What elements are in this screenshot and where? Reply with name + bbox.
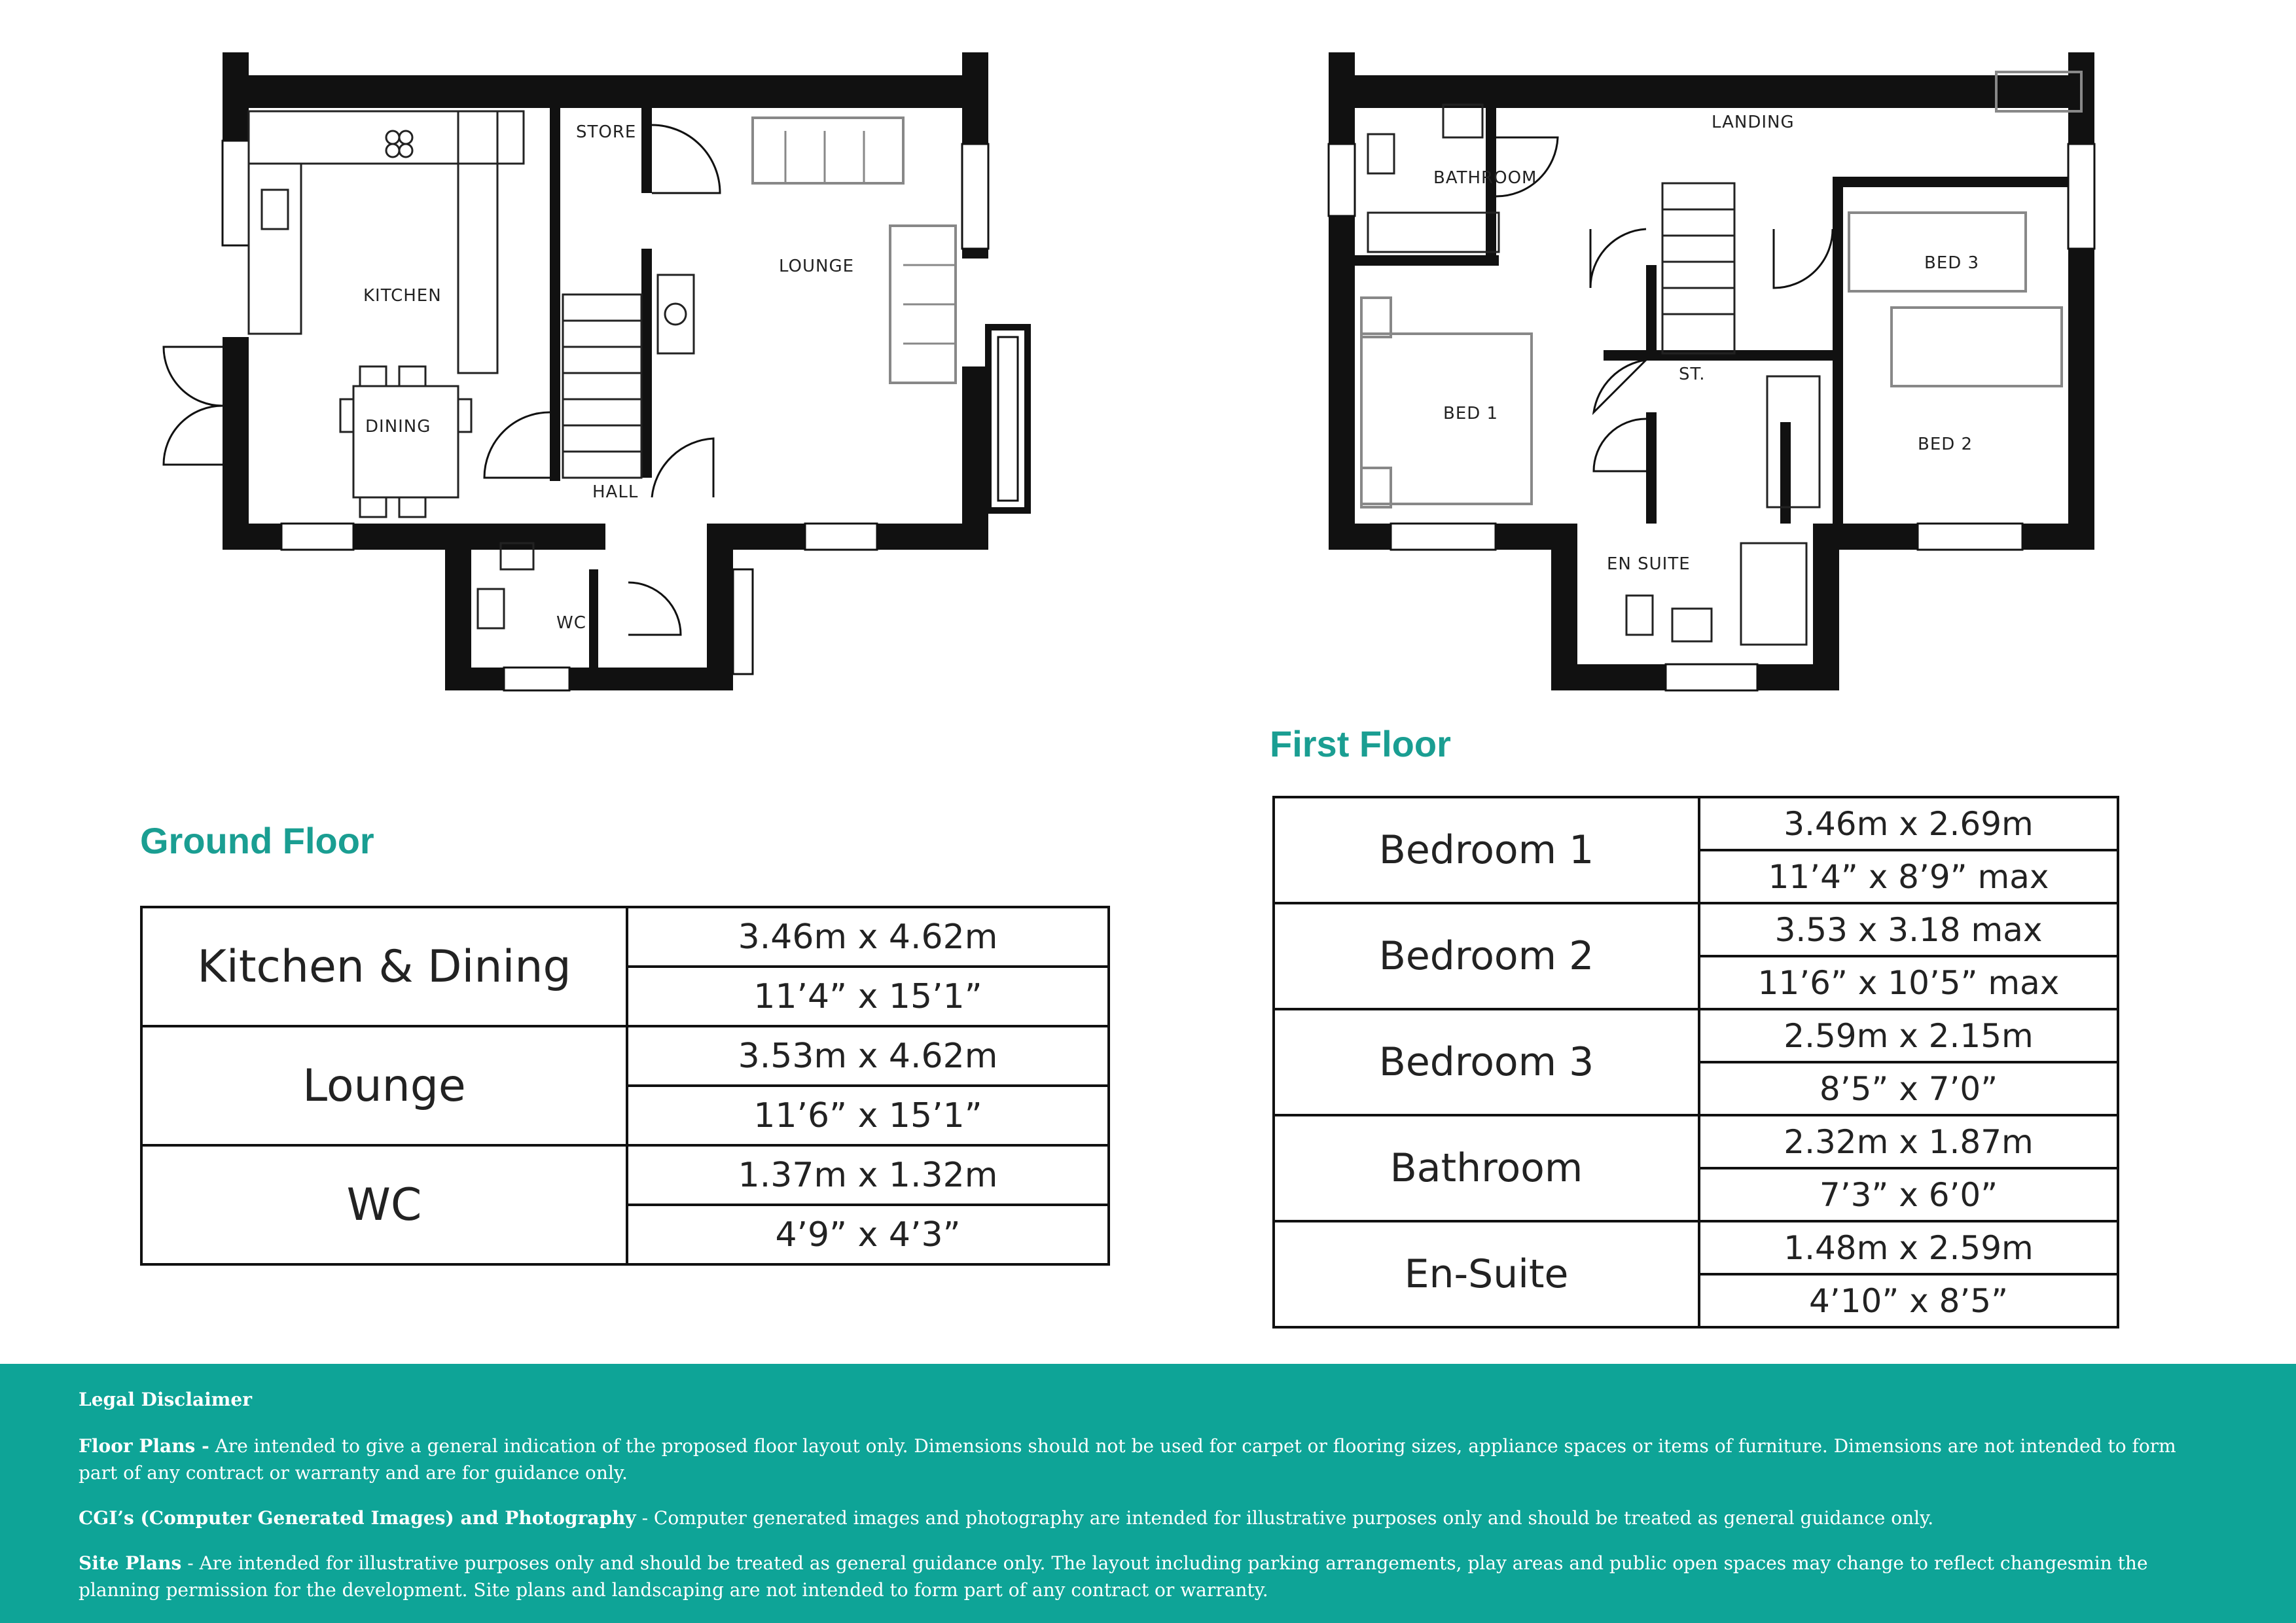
bed2-label: BED 2 bbox=[1918, 435, 1973, 454]
imperial-dimension: 4’9” x 4’3” bbox=[627, 1205, 1109, 1264]
metric-dimension: 1.37m x 1.32m bbox=[627, 1145, 1109, 1205]
imperial-dimension: 7’3” x 6’0” bbox=[1699, 1168, 2118, 1221]
site-plans-text: - Are intended for illustrative purposes only and should be treated as general guidance only. The layout including parking arrangements, play areas and public open spaces may change to reflect changesmin the planning permission for the development. Site plans and landscaping are not intended to form part of any contract or warranty. bbox=[79, 1552, 2148, 1601]
bed1-label: BED 1 bbox=[1443, 404, 1499, 423]
room-name: Lounge bbox=[141, 1026, 627, 1145]
imperial-dimension: 11’4” x 15’1” bbox=[627, 967, 1109, 1026]
site-plans-disclaimer bbox=[79, 1550, 2206, 1603]
room-name: Bedroom 1 bbox=[1274, 797, 1699, 903]
en-suite-label: EN SUITE bbox=[1607, 554, 1691, 574]
metric-dimension: 3.53 x 3.18 max bbox=[1699, 903, 2118, 956]
cgi-text: - Computer generated images and photography are intended for illustrative purposes only and should be treated as general guidance only. bbox=[636, 1507, 1934, 1529]
table-row bbox=[141, 1145, 1109, 1205]
wc-label: WC bbox=[556, 613, 586, 633]
hall-label: HALL bbox=[592, 482, 639, 502]
room-name: Kitchen & Dining bbox=[141, 907, 627, 1026]
imperial-dimension: 8’5” x 7’0” bbox=[1699, 1062, 2118, 1115]
table-row bbox=[141, 1026, 1109, 1086]
cgi-disclaimer bbox=[79, 1505, 2206, 1531]
table-row bbox=[1274, 1009, 2118, 1062]
imperial-dimension: 11’4” x 8’9” max bbox=[1699, 850, 2118, 903]
table-row bbox=[1274, 1115, 2118, 1168]
metric-dimension: 3.46m x 4.62m bbox=[627, 907, 1109, 967]
metric-dimension: 3.46m x 2.69m bbox=[1699, 797, 2118, 850]
imperial-dimension: 11’6” x 15’1” bbox=[627, 1086, 1109, 1145]
table-row bbox=[1274, 1221, 2118, 1274]
room-name: WC bbox=[141, 1145, 627, 1264]
legal-disclaimer-footer bbox=[0, 1364, 2296, 1623]
metric-dimension: 2.59m x 2.15m bbox=[1699, 1009, 2118, 1062]
imperial-dimension: 4’10” x 8’5” bbox=[1699, 1274, 2118, 1327]
table-row bbox=[1274, 903, 2118, 956]
floor-plans-disclaimer bbox=[79, 1433, 2206, 1486]
cgi-label: CGI’s (Computer Generated Images) and Photography bbox=[79, 1507, 636, 1529]
first-floor-heading: First Floor bbox=[1270, 723, 1451, 764]
metric-dimension: 2.32m x 1.87m bbox=[1699, 1115, 2118, 1168]
metric-dimension: 3.53m x 4.62m bbox=[627, 1026, 1109, 1086]
table-row bbox=[1274, 797, 2118, 850]
site-plans-label: Site Plans bbox=[79, 1552, 182, 1574]
ground-floor-dimensions-table bbox=[140, 906, 1110, 1266]
metric-dimension: 1.48m x 2.59m bbox=[1699, 1221, 2118, 1274]
floor-plans-label: Floor Plans - bbox=[79, 1435, 209, 1457]
bathroom-label: BATHROOM bbox=[1433, 168, 1537, 188]
bed3-label: BED 3 bbox=[1924, 253, 1980, 273]
st-label: ST. bbox=[1679, 365, 1706, 384]
first-floor-plan bbox=[1316, 46, 2166, 694]
ground-floor-plan bbox=[157, 46, 1073, 694]
lounge-label: LOUNGE bbox=[779, 257, 855, 276]
store-label: STORE bbox=[576, 122, 637, 142]
landing-label: LANDING bbox=[1712, 113, 1795, 132]
room-name: Bathroom bbox=[1274, 1115, 1699, 1221]
floor-plans-text: Are intended to give a general indication of the proposed floor layout only. Dimensions should not be used for carpet or flooring sizes, appliance spaces or items of furniture. Dimensions are not intended to form part of any contract or warranty and are for guidance only. bbox=[79, 1435, 2176, 1484]
room-name: Bedroom 3 bbox=[1274, 1009, 1699, 1115]
room-name: En-Suite bbox=[1274, 1221, 1699, 1327]
disclaimer-title: Legal Disclaimer bbox=[79, 1389, 252, 1410]
dining-label: DINING bbox=[365, 417, 431, 437]
table-row bbox=[141, 907, 1109, 967]
first-floor-dimensions-table bbox=[1272, 796, 2119, 1329]
imperial-dimension: 11’6” x 10’5” max bbox=[1699, 956, 2118, 1009]
room-name: Bedroom 2 bbox=[1274, 903, 1699, 1009]
kitchen-label: KITCHEN bbox=[363, 286, 442, 306]
ground-floor-heading: Ground Floor bbox=[140, 820, 374, 861]
